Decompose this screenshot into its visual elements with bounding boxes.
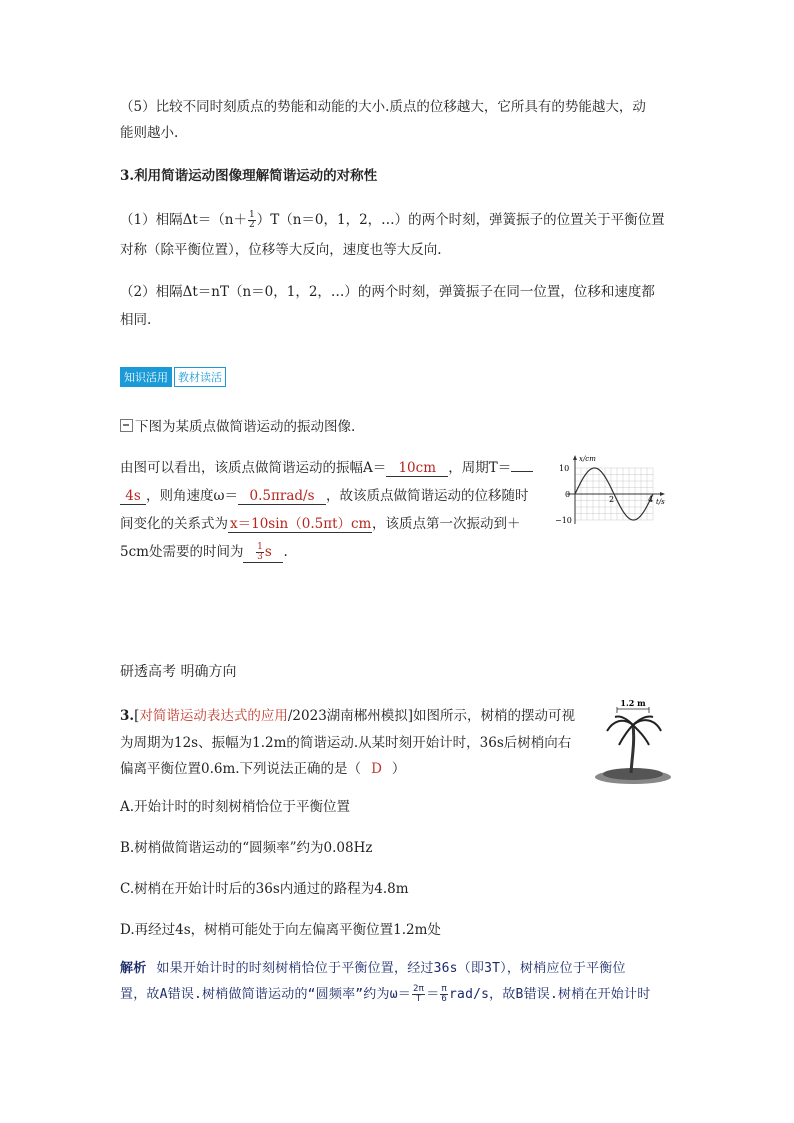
q3-line1: [120, 704, 575, 724]
palm-trunk: [631, 725, 634, 773]
fillin-text: ，周期T＝: [448, 460, 512, 476]
answer-blank-continue: [511, 471, 533, 472]
fraction-numerator: 1: [257, 542, 263, 552]
symmetry-item-1-text-a: （1）相隔Δt＝（n＋: [120, 212, 247, 228]
option-d: D.再经过4s，树梢可能处于向左偏离平衡位置1.2m处: [120, 922, 441, 938]
fraction-numerator: π: [441, 984, 448, 994]
island: [603, 768, 663, 780]
answer-period: 4s: [120, 488, 146, 505]
fillin-line4: [120, 540, 288, 563]
question-icon: [120, 419, 133, 432]
fraction-denominator: 3: [257, 552, 263, 562]
omega-fraction: [412, 985, 425, 1004]
graph-ylabel: x/cm: [579, 455, 596, 463]
section-title: 3.利用简谐运动图像理解简谐运动的对称性: [120, 168, 378, 184]
fraction-denominator: 2: [248, 220, 255, 230]
q3-line2: 为周期为12s、振幅为1.2m的简谐运动.从某时刻开始计时，36s后树梢向右: [120, 735, 572, 751]
palm-leaf: [633, 725, 649, 745]
explanation-text: 置，故A错误.树梢做简谐运动的“圆频率”约为ω＝: [120, 987, 411, 1002]
palm-tree-figure: [593, 697, 675, 789]
fraction-denominator: T: [415, 994, 422, 1004]
vibration-graph: [553, 452, 673, 530]
q3-topic-link[interactable]: 对简谐运动表达式的应用: [139, 708, 288, 724]
tag-textbook-reading: 教材读活: [174, 367, 226, 387]
q3-line3: [120, 757, 405, 777]
symmetry-item-1-text-b: ）T（n＝0，1，2，…）的两个时刻，弹簧振子的位置关于平衡位置: [256, 212, 665, 228]
fraction-denominator: 6: [441, 994, 448, 1004]
graph-x-tick-2: 2: [609, 495, 615, 504]
q3-number: 3.: [120, 708, 135, 724]
fillin-text: .: [283, 544, 288, 560]
q3-answer: D: [371, 761, 382, 777]
fillin-line2: [120, 484, 529, 505]
answer-omega: 0.5πrad/s: [238, 488, 326, 505]
answer-time: [243, 543, 283, 563]
fraction-numerator: 2π: [412, 984, 425, 994]
fillin-text: ，该质点第一次振动到＋: [372, 516, 521, 532]
fillin-text: 由图可以看出，该质点做简谐运动的振幅A＝: [120, 460, 387, 476]
question-stem-text: 下图为某质点做简谐运动的振动图像.: [135, 419, 356, 435]
fraction-numerator: 1: [248, 210, 255, 220]
fillin-text: 间变化的关系式为: [120, 516, 228, 532]
q3-bracket: [: [134, 708, 140, 724]
equals-sign: ＝: [426, 987, 440, 1002]
symmetry-item-2-line2: 相同.: [120, 312, 152, 328]
answer-expression: x＝10sin（0.5πt）cm: [228, 512, 372, 533]
fillin-line1: [120, 456, 533, 477]
tag-knowledge-use: 知识活用: [120, 367, 172, 387]
option-a: A.开始计时的时刻树梢恰位于平衡位置: [120, 799, 351, 815]
knowledge-tag-bar: [120, 367, 226, 387]
fillin-text: 5cm处需要的时间为: [120, 544, 244, 560]
y-axis-arrow: [573, 455, 577, 460]
paragraph-5-line2: 能则越小.: [120, 125, 179, 141]
answer-time-unit: s: [264, 544, 272, 560]
q3-source: /2023湖南郴州模拟]如图所示，树梢的摆动可视: [287, 708, 576, 724]
palm-leaf: [619, 725, 633, 745]
explanation-label: 解析: [120, 961, 147, 976]
graph-xlabel: t/s: [656, 498, 665, 506]
graph-y-pos-label: 10: [559, 464, 570, 473]
explanation-line1: [120, 956, 680, 982]
symmetry-item-2-line1: （2）相隔Δt＝nT（n＝0，1，2，…）的两个时刻，弹簧振子在同一位置，位移和速度都: [120, 284, 655, 300]
paragraph-5: [120, 94, 680, 146]
omega-value-fraction: [440, 985, 448, 1004]
figure-label: 1.2 m: [620, 698, 646, 708]
graph-y-neg-label: −10: [555, 516, 572, 525]
fillin-text: ，故该质点做简谐运动的位移随时: [326, 488, 529, 504]
option-b: B.树梢做简谐运动的“圆频率”约为0.08Hz: [120, 840, 373, 856]
symmetry-item-1-line1: [120, 208, 665, 230]
answer-amplitude: 10cm: [386, 460, 448, 477]
option-c: C.树梢在开始计时后的36s内通过的路程为4.8m: [120, 881, 409, 897]
symmetry-item-1-line2: 对称（除平衡位置），位移等大反向，速度也等大反向.: [120, 242, 442, 258]
explanation: [120, 956, 680, 1008]
fillin-text: ，则角速度ω＝: [146, 488, 239, 504]
q3-text: ）: [391, 761, 406, 777]
q3-text: 偏离平衡位置0.6m.下列说法正确的是（: [120, 761, 362, 777]
x-axis-arrow: [660, 492, 665, 496]
paragraph-5-line1: （5）比较不同时刻质点的势能和动能的大小.质点的位移越大，它所具有的势能越大，动: [120, 99, 646, 115]
graph-x-tick-4: 4: [648, 495, 654, 504]
answer-time-fraction: [256, 543, 264, 562]
fraction-half: [248, 211, 256, 230]
explanation-line2: [120, 982, 680, 1008]
section-heading: 研透高考 明确方向: [120, 664, 237, 680]
explanation-text: rad/s，故B错误.树梢在开始计时: [449, 987, 651, 1002]
fillin-line3: [120, 512, 521, 533]
question-stem: [120, 415, 355, 435]
graph-y-zero-label: 0: [565, 490, 571, 499]
explanation-text: 如果开始计时的时刻树梢恰位于平衡位置，经过36s（即3T），树梢应位于平衡位: [156, 961, 626, 976]
